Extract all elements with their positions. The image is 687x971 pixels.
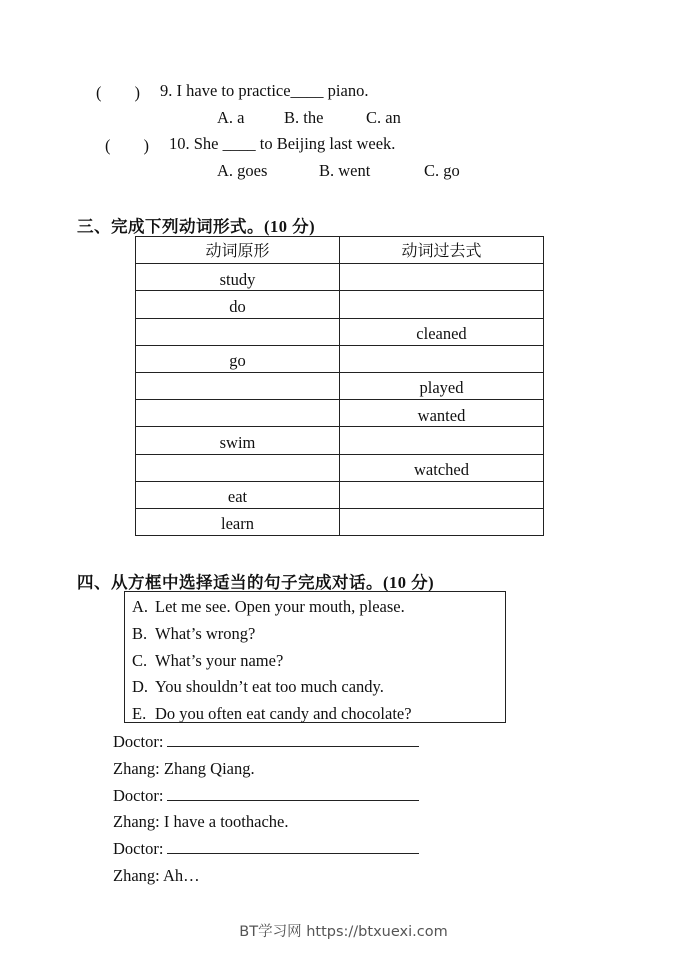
base-form-cell[interactable] xyxy=(136,264,340,291)
q9-option-a: A. a xyxy=(217,108,245,127)
footer-watermark: BT学习网 https://btxuexi.com xyxy=(239,924,448,940)
q10-option-a: A. goes xyxy=(217,161,268,180)
dialog-text: Zhang Qiang. xyxy=(163,759,255,778)
cell-text: do xyxy=(229,296,246,316)
past-form-cell[interactable] xyxy=(340,481,544,508)
header-base-form: 动词原形 xyxy=(136,237,340,264)
choice-text: Let me see. Open your mouth, please. xyxy=(155,597,405,616)
choice-key: B. xyxy=(132,624,148,643)
cell-text: watched xyxy=(414,459,469,479)
dialog-line xyxy=(113,839,419,859)
section-4-score: (10 分) xyxy=(383,573,435,592)
dialog-line xyxy=(113,812,288,832)
speaker-label: Doctor: xyxy=(113,839,164,858)
question-10-stem: 10. She ____ to Beijing last week. xyxy=(169,134,396,153)
table-row xyxy=(136,400,544,427)
header-past-form: 动词过去式 xyxy=(340,237,544,264)
cell-text: swim xyxy=(219,432,256,452)
dialog-line xyxy=(113,866,200,886)
cell-text: eat xyxy=(227,487,248,507)
choice-item xyxy=(132,624,255,644)
cell-text: wanted xyxy=(417,405,466,425)
base-form-cell[interactable] xyxy=(136,427,340,454)
past-form-cell[interactable] xyxy=(340,454,544,481)
q9-option-b: B. the xyxy=(284,108,324,127)
answer-blank[interactable] xyxy=(167,732,419,747)
past-form-cell[interactable] xyxy=(340,291,544,318)
past-form-cell[interactable] xyxy=(340,427,544,454)
cell-text: go xyxy=(229,351,246,371)
section-3-heading xyxy=(77,213,315,237)
dialog-line xyxy=(113,732,419,752)
section-4-heading xyxy=(77,569,434,593)
q10-option-c: C. go xyxy=(424,161,460,180)
q10-option-b: B. went xyxy=(319,161,371,180)
table-row xyxy=(136,481,544,508)
speaker-label: Zhang: xyxy=(113,812,160,831)
dialog-text: Ah… xyxy=(162,866,200,885)
table-row xyxy=(136,454,544,481)
answer-paren-q10[interactable]: ( ) xyxy=(105,136,149,155)
section-4-title: 四、从方框中选择适当的句子完成对话。 xyxy=(77,573,383,592)
choice-text: Do you often eat candy and chocolate? xyxy=(155,704,412,723)
speaker-label: Doctor: xyxy=(113,732,164,751)
speaker-label: Doctor: xyxy=(113,786,164,805)
question-9-stem: 9. I have to practice____ piano. xyxy=(160,81,369,100)
choice-text: What’s your name? xyxy=(155,651,284,670)
choice-text: What’s wrong? xyxy=(155,624,256,643)
base-form-cell[interactable] xyxy=(136,345,340,372)
table-header-row xyxy=(136,237,544,264)
table-row xyxy=(136,427,544,454)
dialog-text: I have a toothache. xyxy=(163,812,289,831)
verb-forms-table xyxy=(135,236,544,536)
choice-item xyxy=(132,597,405,617)
choice-text: You shouldn’t eat too much candy. xyxy=(155,677,384,696)
base-form-cell[interactable] xyxy=(136,372,340,399)
speaker-label: Zhang: xyxy=(113,759,160,778)
past-form-cell[interactable] xyxy=(340,400,544,427)
choice-key: D. xyxy=(132,677,149,696)
table-row xyxy=(136,264,544,291)
choice-key: C. xyxy=(132,651,148,670)
dialog-line xyxy=(113,759,255,779)
choice-item xyxy=(132,677,384,697)
cell-text: cleaned xyxy=(416,323,467,343)
table-row xyxy=(136,291,544,318)
past-form-cell[interactable] xyxy=(340,318,544,345)
base-form-cell[interactable] xyxy=(136,318,340,345)
choice-key: A. xyxy=(132,597,149,616)
choice-item xyxy=(132,651,283,671)
base-form-cell[interactable] xyxy=(136,481,340,508)
table-row xyxy=(136,508,544,535)
past-form-cell[interactable] xyxy=(340,372,544,399)
answer-paren-q9[interactable]: ( ) xyxy=(96,83,140,102)
speaker-label: Zhang: xyxy=(113,866,160,885)
choice-item xyxy=(132,704,412,724)
section-3-score: (10 分) xyxy=(264,217,316,236)
table-row xyxy=(136,345,544,372)
table-row xyxy=(136,372,544,399)
cell-text: played xyxy=(419,378,464,398)
q9-option-c: C. an xyxy=(366,108,401,127)
cell-text: learn xyxy=(221,514,254,534)
past-form-cell[interactable] xyxy=(340,345,544,372)
choice-key: E. xyxy=(132,704,147,723)
base-form-cell[interactable] xyxy=(136,508,340,535)
base-form-cell[interactable] xyxy=(136,454,340,481)
answer-blank[interactable] xyxy=(167,839,419,854)
sentence-choice-box xyxy=(124,591,506,723)
answer-blank[interactable] xyxy=(167,786,419,801)
table-row xyxy=(136,318,544,345)
cell-text: study xyxy=(219,269,256,289)
past-form-cell[interactable] xyxy=(340,264,544,291)
base-form-cell[interactable] xyxy=(136,291,340,318)
section-3-title: 三、完成下列动词形式。 xyxy=(77,217,264,236)
dialog-line xyxy=(113,786,419,806)
past-form-cell[interactable] xyxy=(340,508,544,535)
base-form-cell[interactable] xyxy=(136,400,340,427)
